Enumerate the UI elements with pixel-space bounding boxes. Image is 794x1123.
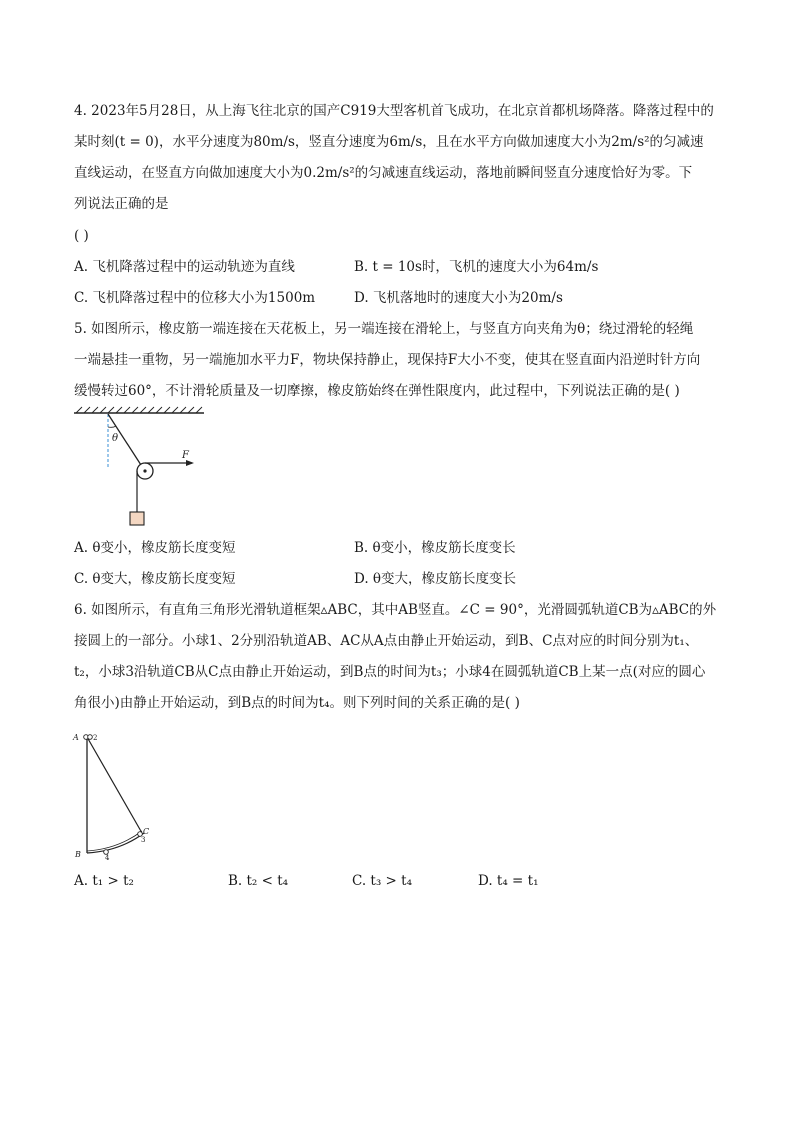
ball-3-label: 3 (141, 836, 146, 844)
theta-label: θ (112, 433, 119, 444)
q4-option-d: D. 飞机落地时的速度大小为20m/s (354, 290, 563, 306)
q5-option-d: D. θ变大，橡皮筋长度变长 (354, 571, 517, 587)
q5-stem-line-1: 5. 如图所示，橡皮筋一端连接在天花板上，另一端连接在滑轮上，与竖直方向夹角为θ；绕过滑轮的轻绳 (74, 321, 694, 337)
q6-option-a: A. t₁ > t₂ (74, 873, 134, 889)
ball-4-label: 4 (105, 854, 110, 862)
q6-stem-line-3: t₂，小球3沿轨道CB从C点由静止开始运动，到B点的时间为t₃；小球4在圆弧轨道CB上某一点(对应的圆心 (74, 664, 706, 680)
q4-stem-line-1: 4. 2023年5月28日，从上海飞往北京的国产C919大型客机首飞成功，在北京首都机场降落。降落过程中的 (74, 103, 714, 119)
ball-2 (88, 735, 93, 740)
q5-option-c: C. θ变大，橡皮筋长度变短 (74, 571, 236, 587)
q5-stem-line-3: 缓慢转过60°，不计滑轮质量及一切摩擦，橡皮筋始终在弹性限度内，此过程中，下列说法正确的是( ) (74, 383, 680, 399)
hanging-block (130, 512, 144, 525)
q4-stem-line-4: 列说法正确的是 (74, 196, 169, 212)
q6-option-c: C. t₃ > t₄ (352, 873, 412, 889)
q6-stem-line-1: 6. 如图所示，有直角三角形光滑轨道框架▵ABC，其中AB竖直。∠C = 90°，光滑圆弧轨道CB为▵ABC的外 (74, 602, 717, 618)
force-label: F (182, 450, 189, 461)
q4-option-c: C. 飞机降落过程中的位移大小为1500m (74, 290, 316, 306)
q5-stem-line-2: 一端悬挂一重物，另一端施加水平力F，物块保持静止，现保持F大小不变，使其在竖直面内沿逆时针方向 (74, 352, 701, 368)
q5-option-a: A. θ变小，橡皮筋长度变短 (74, 540, 236, 556)
q6-option-d: D. t₄ = t₁ (478, 873, 539, 889)
q6-stem-line-4: 角很小)由静止开始运动，到B点的时间为t₄。则下列时间的关系正确的是( ) (74, 695, 520, 711)
ball-2-label: 2 (93, 734, 98, 742)
track-ac (87, 737, 142, 833)
q6-stem-line-2: 接圆上的一部分。小球1、2分别沿轨道AB、AC从A点由静止开始运动，到B、C点对应的时间分别为t₁、 (74, 633, 699, 649)
point-c-label: C (143, 827, 150, 836)
theta-arc (108, 426, 116, 427)
q6-option-b: B. t₂ < t₄ (228, 873, 289, 889)
point-b-label: B (75, 850, 81, 859)
q4-stem-line-2: 某时刻(t = 0)，水平分速度为80m/s，竖直分速度为6m/s，且在水平方向做加速度大小为2m/s²的匀减速 (74, 134, 704, 150)
ceiling-hatching (76, 407, 202, 413)
q4-option-b: B. t = 10s时，飞机的速度大小为64m/s (354, 259, 599, 275)
point-a-label: A (73, 733, 79, 742)
q4-answer-brackets: ( ) (74, 228, 89, 244)
pulley-axle (143, 469, 146, 472)
track-figure (70, 725, 165, 865)
pulley-figure (70, 405, 210, 530)
q5-option-b: B. θ变小，橡皮筋长度变长 (354, 540, 516, 556)
q4-option-a: A. 飞机降落过程中的运动轨迹为直线 (74, 259, 295, 275)
q4-stem-line-3: 直线运动，在竖直方向做加速度大小为0.2m/s²的匀减速直线运动，落地前瞬间竖直分速度恰好为零。下 (74, 165, 693, 181)
